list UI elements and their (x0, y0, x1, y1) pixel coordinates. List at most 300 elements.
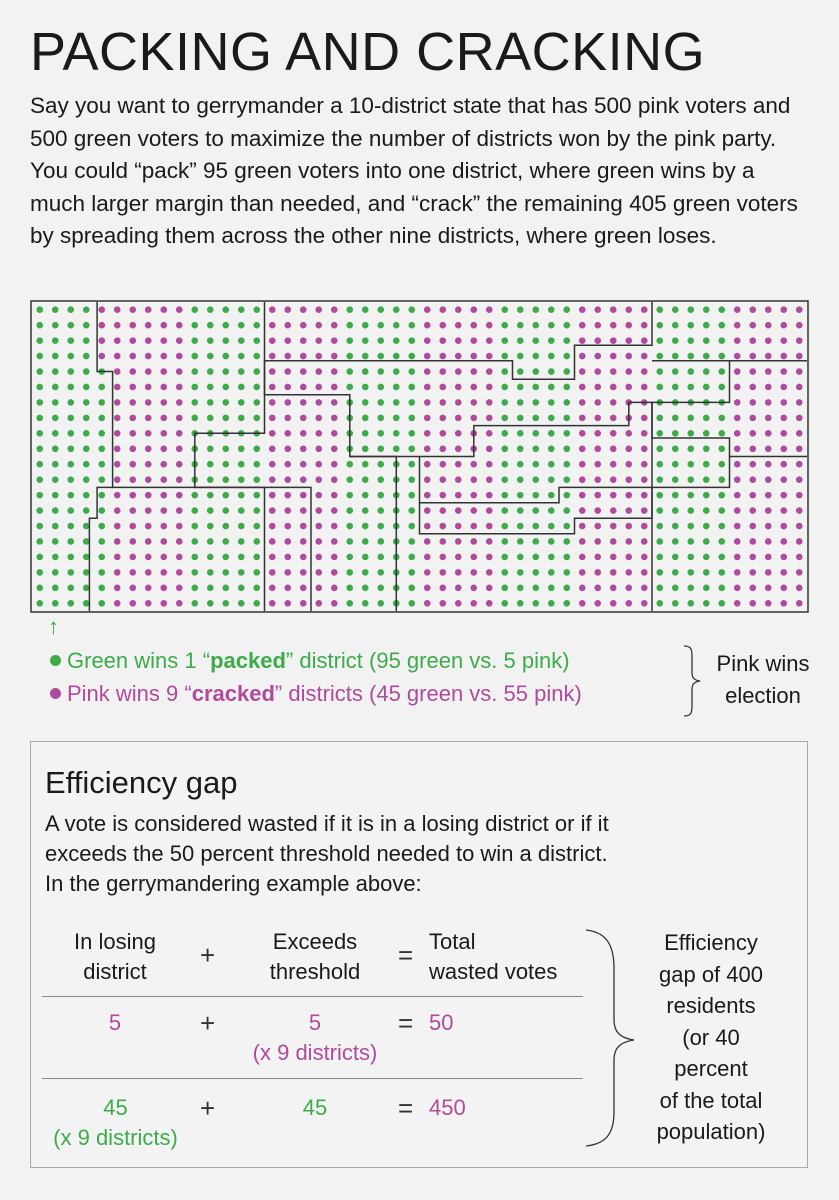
pink-voter-dot (470, 569, 477, 576)
pink-voter-dot (610, 492, 617, 499)
pink-voter-dot (160, 368, 167, 375)
pink-voter-dot (160, 306, 167, 313)
pink-voter-dot (455, 585, 462, 592)
pink-voter-dot (579, 492, 586, 499)
green-voter-dot (98, 399, 105, 406)
pink-voter-dot (176, 569, 183, 576)
pink-voter-dot (424, 415, 431, 422)
green-voter-dot (222, 415, 229, 422)
green-voter-dot (52, 600, 59, 607)
pink-voter-dot (625, 445, 632, 452)
green-voter-dot (253, 507, 260, 514)
green-voter-dot (238, 322, 245, 329)
pink-voter-dot (300, 384, 307, 391)
pink-voter-dot (145, 337, 152, 344)
green-voter-dot (83, 461, 90, 468)
pink-voter-dot (455, 322, 462, 329)
pink-voter-dot (486, 399, 493, 406)
pink-voter-dot (749, 585, 756, 592)
pink-voter-dot (129, 538, 136, 545)
pink-exceeds-value (240, 1008, 390, 1068)
pink-voter-dot (424, 600, 431, 607)
pink-voter-dot (734, 507, 741, 514)
green-voter-dot (222, 476, 229, 483)
green-voter-dot (393, 322, 400, 329)
green-voter-dot (563, 415, 570, 422)
outcome-line-1: Pink wins (716, 651, 810, 676)
pink-voter-dot (439, 368, 446, 375)
green-voter-dot (687, 368, 694, 375)
pink-voter-dot (796, 384, 803, 391)
pink-voter-dot (625, 585, 632, 592)
pink-voter-dot (176, 353, 183, 360)
pink-voter-dot (610, 554, 617, 561)
pink-voter-dot (284, 569, 291, 576)
green-voter-dot (517, 476, 524, 483)
pink-voter-dot (625, 554, 632, 561)
pink-voter-dot (641, 306, 648, 313)
pink-voter-dot (176, 476, 183, 483)
pink-voter-dot (625, 384, 632, 391)
pink-voter-dot (284, 507, 291, 514)
header-exceeds-threshold (245, 927, 385, 987)
pink-voter-dot (269, 399, 276, 406)
pink-voter-dot (470, 585, 477, 592)
green-voter-dot (548, 322, 555, 329)
pink-voter-dot (579, 430, 586, 437)
green-voter-dot (532, 538, 539, 545)
pink-voter-dot (315, 306, 322, 313)
green-voter-dot (36, 353, 43, 360)
pink-voter-dot (610, 569, 617, 576)
pink-voter-dot (579, 415, 586, 422)
green-voter-dot (67, 337, 74, 344)
green-plus: + (200, 1093, 216, 1123)
green-voter-dot (67, 322, 74, 329)
green-voter-dot (408, 554, 415, 561)
pink-voter-dot (160, 353, 167, 360)
pink-voter-dot (734, 306, 741, 313)
efficiency-gap-title: Efficiency gap (45, 765, 238, 800)
pink-voter-dot (176, 415, 183, 422)
green-voter-dot (718, 585, 725, 592)
pink-voter-dot (734, 600, 741, 607)
green-voter-dot (191, 368, 198, 375)
green-voter-dot (253, 415, 260, 422)
pink-voter-dot (176, 585, 183, 592)
green-voter-dot (517, 415, 524, 422)
pink-voter-dot (176, 445, 183, 452)
pink-voter-dot (641, 600, 648, 607)
green-voter-dot (563, 430, 570, 437)
pink-voter-dot (765, 368, 772, 375)
pink-voter-dot (160, 554, 167, 561)
green-losing-note: (x 9 districts) (53, 1125, 178, 1150)
green-voter-dot (98, 523, 105, 530)
pink-voter-dot (315, 476, 322, 483)
pink-voter-dot (284, 384, 291, 391)
green-voter-dot (36, 461, 43, 468)
green-voter-dot (377, 353, 384, 360)
green-voter-dot (656, 430, 663, 437)
pink-voter-dot (176, 461, 183, 468)
pink-voter-dot (315, 415, 322, 422)
pink-voter-dot (780, 585, 787, 592)
pink-voter-dot (300, 554, 307, 561)
pink-voter-dot (749, 523, 756, 530)
green-voter-dot (362, 445, 369, 452)
green-voter-dot (52, 569, 59, 576)
pink-voter-dot (780, 492, 787, 499)
pink-voter-dot (300, 306, 307, 313)
pink-voter-dot (579, 368, 586, 375)
pink-voter-dot (114, 476, 121, 483)
green-voter-dot (532, 554, 539, 561)
pink-voter-dot (579, 585, 586, 592)
pink-voter-dot (625, 538, 632, 545)
pink-voter-dot (439, 430, 446, 437)
green-voter-dot (222, 492, 229, 499)
green-voter-dot (703, 554, 710, 561)
green-voter-dot (532, 492, 539, 499)
pink-voter-dot (796, 306, 803, 313)
green-voter-dot (532, 368, 539, 375)
pink-voter-dot (749, 322, 756, 329)
pink-voter-dot (160, 600, 167, 607)
pink-voter-dot (796, 399, 803, 406)
green-voter-dot (52, 523, 59, 530)
green-voter-dot (672, 523, 679, 530)
green-voter-dot (362, 353, 369, 360)
pink-voter-dot (486, 368, 493, 375)
pink-voter-dot (176, 507, 183, 514)
header-losing-line-1: In losing (74, 929, 156, 954)
pink-voter-dot (284, 538, 291, 545)
pink-voter-dot (796, 445, 803, 452)
green-voter-dot (703, 538, 710, 545)
green-voter-dot (83, 538, 90, 545)
green-voter-dot (548, 306, 555, 313)
green-voter-dot (656, 492, 663, 499)
green-voter-dot (718, 461, 725, 468)
green-voter-dot (517, 538, 524, 545)
green-voter-dot (672, 569, 679, 576)
pink-voter-dot (129, 322, 136, 329)
green-voter-dot (52, 368, 59, 375)
pink-voter-dot (780, 415, 787, 422)
green-voter-dot (548, 430, 555, 437)
pink-voter-dot (734, 430, 741, 437)
intro-paragraph: Say you want to gerrymander a 10-district state that has 500 pink voters and 500 green voters to maximize the number of districts won by the pink party. You could “pack” 95 green voters into one district, where green wins by a much larger margin than needed, and “crack” the remaining 405 green voters by spreading them across the other nine districts, where green loses. (30, 93, 798, 248)
green-voter-dot (98, 600, 105, 607)
green-voter-dot (83, 600, 90, 607)
pink-voter-dot (641, 384, 648, 391)
pink-voter-dot (331, 523, 338, 530)
legend-green (50, 648, 570, 674)
pink-voter-dot (439, 492, 446, 499)
pink-voter-dot (114, 538, 121, 545)
green-voter-dot (52, 399, 59, 406)
pink-voter-dot (424, 384, 431, 391)
pink-voter-dot (749, 368, 756, 375)
green-voter-dot (67, 569, 74, 576)
pink-voter-dot (331, 492, 338, 499)
pink-voter-dot (98, 306, 105, 313)
green-voter-dot (718, 554, 725, 561)
pink-voter-dot (625, 476, 632, 483)
pink-voter-dot (594, 461, 601, 468)
pink-voter-dot (300, 569, 307, 576)
green-voter-dot (703, 569, 710, 576)
green-voter-dot (408, 523, 415, 530)
green-voter-dot (52, 322, 59, 329)
green-voter-dot (222, 569, 229, 576)
green-voter-dot (346, 368, 353, 375)
green-voter-dot (191, 554, 198, 561)
pink-voter-dot (470, 337, 477, 344)
green-voter-dot (532, 384, 539, 391)
green-voter-dot (52, 430, 59, 437)
pink-voter-dot (486, 384, 493, 391)
green-voter-dot (718, 384, 725, 391)
pink-voter-dot (780, 476, 787, 483)
pink-voter-dot (331, 353, 338, 360)
green-voter-dot (517, 461, 524, 468)
pink-voter-dot (300, 507, 307, 514)
green-voter-dot (563, 353, 570, 360)
pink-voter-dot (610, 415, 617, 422)
pink-voter-dot (176, 337, 183, 344)
pink-voter-dot (114, 445, 121, 452)
pink-voter-dot (176, 384, 183, 391)
pink-voter-dot (749, 492, 756, 499)
green-voter-dot (191, 322, 198, 329)
green-voter-dot (672, 306, 679, 313)
pink-voter-dot (486, 306, 493, 313)
pink-voter-dot (160, 337, 167, 344)
green-voter-dot (222, 585, 229, 592)
result-line-2: gap of 400 (659, 961, 763, 987)
green-voter-dot (672, 538, 679, 545)
pink-voter-dot (780, 384, 787, 391)
pink-voter-dot (796, 554, 803, 561)
green-voter-dot (222, 600, 229, 607)
pink-voter-dot (641, 554, 648, 561)
green-voter-dot (548, 368, 555, 375)
green-voter-dot (52, 306, 59, 313)
green-voter-dot (377, 430, 384, 437)
green-voter-dot (222, 322, 229, 329)
green-voter-dot (207, 554, 214, 561)
green-voter-dot (501, 461, 508, 468)
green-voter-dot (67, 585, 74, 592)
pink-voter-dot (145, 569, 152, 576)
district-boundary-1 (89, 302, 112, 611)
green-voter-dot (222, 384, 229, 391)
green-voter-dot (207, 415, 214, 422)
pink-voter-dot (300, 415, 307, 422)
pink-voter-dot (455, 507, 462, 514)
pink-voter-dot (269, 507, 276, 514)
green-voter-dot (191, 492, 198, 499)
green-voter-dot (703, 600, 710, 607)
pink-voter-dot (315, 384, 322, 391)
pink-voter-dot (129, 415, 136, 422)
pink-voter-dot (145, 523, 152, 530)
pink-voter-dot (796, 461, 803, 468)
green-voter-dot (517, 507, 524, 514)
green-voter-dot (83, 445, 90, 452)
green-voter-dot (687, 476, 694, 483)
pink-voter-dot (641, 538, 648, 545)
green-voter-dot (563, 569, 570, 576)
legend-green-post: ” district (95 green vs. 5 pink) (285, 648, 570, 673)
pink-voter-dot (315, 507, 322, 514)
pink-voter-dot (780, 507, 787, 514)
green-voter-dot (83, 507, 90, 514)
green-voter-dot (393, 337, 400, 344)
green-voter-dot (703, 445, 710, 452)
green-voter-dot (687, 415, 694, 422)
green-voter-dot (238, 461, 245, 468)
pink-voter-dot (749, 569, 756, 576)
pink-voter-dot (749, 415, 756, 422)
green-voter-dot (207, 306, 214, 313)
green-voter-dot (83, 585, 90, 592)
pink-voter-dot (315, 353, 322, 360)
pink-voter-dot (470, 384, 477, 391)
pink-voter-dot (625, 461, 632, 468)
pink-voter-dot (315, 554, 322, 561)
pink-voter-dot (734, 538, 741, 545)
district-boundary-5 (265, 395, 397, 611)
pink-voter-dot (455, 569, 462, 576)
green-voter-dot (346, 492, 353, 499)
green-voter-dot (238, 585, 245, 592)
green-voter-dot (672, 585, 679, 592)
green-voter-dot (191, 353, 198, 360)
green-voter-dot (703, 353, 710, 360)
pink-voter-dot (455, 538, 462, 545)
green-voter-dot (687, 492, 694, 499)
green-voter-dot (191, 507, 198, 514)
pink-voter-dot (160, 445, 167, 452)
pink-voter-dot (765, 445, 772, 452)
pink-voter-dot (625, 337, 632, 344)
green-voter-dot (687, 445, 694, 452)
pink-voter-dot (160, 507, 167, 514)
pink-voter-dot (610, 384, 617, 391)
green-voter-dot (393, 399, 400, 406)
green-voter-dot (52, 353, 59, 360)
legend-pink-pre: Pink wins 9 “ (67, 681, 192, 706)
pink-voter-dot (765, 569, 772, 576)
green-voter-dot (346, 353, 353, 360)
pink-voter-dot (129, 384, 136, 391)
pink-voter-dot (176, 399, 183, 406)
green-voter-dot (501, 337, 508, 344)
green-voter-dot (393, 430, 400, 437)
green-voter-dot (83, 368, 90, 375)
green-voter-dot (83, 399, 90, 406)
green-voter-dot (253, 461, 260, 468)
pink-voter-dot (625, 507, 632, 514)
pink-voter-dot (269, 415, 276, 422)
green-voter-dot (408, 445, 415, 452)
pink-voter-dot (734, 585, 741, 592)
pink-voter-dot (145, 306, 152, 313)
header-losing-district (45, 927, 185, 987)
pink-voter-dot (300, 353, 307, 360)
header-plus: + (200, 940, 216, 970)
green-voter-dot (36, 600, 43, 607)
pink-voter-dot (424, 507, 431, 514)
green-voter-dot (656, 476, 663, 483)
green-voter-dot (362, 384, 369, 391)
green-voter-dot (36, 569, 43, 576)
green-voter-dot (672, 554, 679, 561)
green-voter-dot (52, 507, 59, 514)
green-voter-dot (517, 523, 524, 530)
green-voter-dot (253, 600, 260, 607)
green-voter-dot (687, 306, 694, 313)
pink-voter-dot (145, 415, 152, 422)
green-voter-dot (98, 430, 105, 437)
green-voter-dot (362, 306, 369, 313)
green-voter-dot (191, 415, 198, 422)
green-voter-dot (191, 399, 198, 406)
green-voter-dot (672, 415, 679, 422)
pink-voter-dot (424, 461, 431, 468)
pink-voter-dot (269, 492, 276, 499)
green-voter-dot (362, 368, 369, 375)
green-voter-dot (501, 507, 508, 514)
pink-voter-dot (145, 399, 152, 406)
pink-voter-dot (780, 353, 787, 360)
green-voter-dot (672, 353, 679, 360)
pink-voter-dot (160, 523, 167, 530)
pink-voter-dot (796, 600, 803, 607)
green-voter-dot (532, 399, 539, 406)
green-voter-dot (501, 430, 508, 437)
pink-voter-dot (315, 538, 322, 545)
pink-voter-dot (145, 492, 152, 499)
pink-voter-dot (331, 600, 338, 607)
pink-voter-dot (486, 569, 493, 576)
pink-voter-dot (610, 523, 617, 530)
green-voter-dot (52, 337, 59, 344)
pink-voter-dot (749, 337, 756, 344)
green-voter-dot (377, 585, 384, 592)
up-arrow-icon: ↑ (48, 614, 59, 639)
pink-voter-dot (486, 476, 493, 483)
pink-voter-dot (470, 600, 477, 607)
pink-voter-dot (594, 368, 601, 375)
green-voter-dot (703, 384, 710, 391)
pink-voter-dot (269, 384, 276, 391)
pink-voter-dot (269, 337, 276, 344)
green-voter-dot (67, 415, 74, 422)
green-voter-dot (687, 337, 694, 344)
pink-voter-dot (610, 585, 617, 592)
green-voter-dot (377, 399, 384, 406)
pink-voter-dot (610, 306, 617, 313)
pink-voter-dot (114, 569, 121, 576)
pink-voter-dot (796, 353, 803, 360)
green-voter-dot (222, 554, 229, 561)
pink-voter-dot (455, 415, 462, 422)
green-voter-dot (83, 569, 90, 576)
